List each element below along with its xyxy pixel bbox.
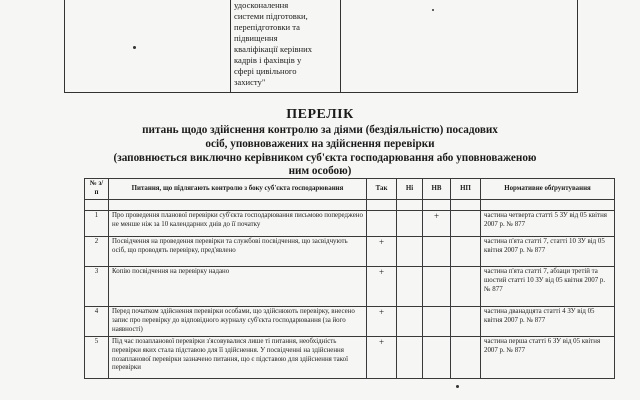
table-border bbox=[577, 0, 578, 92]
table-row bbox=[85, 307, 615, 337]
header-norm: Нормативне обґрунтування bbox=[481, 179, 615, 200]
row-np bbox=[451, 337, 481, 379]
row-num: 1 bbox=[85, 211, 109, 237]
table-border bbox=[64, 92, 578, 93]
fragment-line: удосконалення bbox=[234, 0, 289, 10]
row-nv: + bbox=[423, 211, 451, 237]
fragment-line: сфері цивільного bbox=[234, 66, 297, 76]
row-yes bbox=[367, 211, 397, 237]
heading-line: (заповнюється виключно керівником суб'єкта господарювання або уповноваженою bbox=[113, 152, 537, 164]
row-num: 2 bbox=[85, 237, 109, 267]
row-question: Під час позапланової перевірки з'ясовувалися лише ті питання, необхідність перевірки яких стала підставою для її здійснення. У посвідченні на здійснення позапланової перевірки зазначено питання, що є підставою для здійснення такої перевірки bbox=[109, 337, 367, 379]
row-no bbox=[397, 267, 423, 307]
row-norm: частина четверта статті 5 ЗУ від 05 квітня 2007 р. № 877 bbox=[481, 211, 615, 237]
table-row bbox=[85, 211, 615, 237]
row-no bbox=[397, 211, 423, 237]
row-no bbox=[397, 237, 423, 267]
table-border bbox=[340, 0, 341, 92]
row-norm: частина п'ята статті 7, статті 10 ЗУ від 05 квітня 2007 р. № 877 bbox=[481, 237, 615, 267]
row-num: 5 bbox=[85, 337, 109, 379]
control-questions-table bbox=[84, 178, 615, 379]
fragment-line: перепідготовки та bbox=[234, 22, 300, 32]
row-nv bbox=[423, 267, 451, 307]
row-no bbox=[397, 307, 423, 337]
row-nv bbox=[423, 307, 451, 337]
table-row bbox=[85, 337, 615, 379]
row-question: Копію посвідчення на перевірку надано bbox=[109, 267, 367, 307]
row-yes: + bbox=[367, 337, 397, 379]
row-yes: + bbox=[367, 267, 397, 307]
heading-line: осіб, уповноважених на здійснення перевірки bbox=[205, 138, 435, 150]
row-question: Перед початком здійснення перевірки особами, що здійснюють перевірку, внесено запис про перевірку до відповідного журналу суб'єкта господарювання (за його наявності) bbox=[109, 307, 367, 337]
row-norm: частина дванадцята статті 4 ЗУ від 05 квітня 2007 р. № 877 bbox=[481, 307, 615, 337]
row-norm: частина п'ята статті 7, абзаци третій та шостий статті 10 ЗУ від 05 квітня 2007 р. № 877 bbox=[481, 267, 615, 307]
header-question: Питання, що підлягають контролю з боку суб'єкта господарювання bbox=[109, 179, 367, 200]
row-question: Про проведення планової перевірки суб'єкта господарювання письмово попереджено не менше ніж за 10 календарних днів до її початку bbox=[109, 211, 367, 237]
scan-speck bbox=[133, 46, 136, 49]
row-np bbox=[451, 211, 481, 237]
row-yes: + bbox=[367, 307, 397, 337]
fragment-line: захисту" bbox=[234, 77, 266, 87]
previous-table-fragment bbox=[64, 0, 578, 92]
fragment-line: системи підготовки, bbox=[234, 11, 308, 21]
row-num: 3 bbox=[85, 267, 109, 307]
table-row bbox=[85, 267, 615, 307]
row-question: Посвідчення на проведення перевірки та службові посвідчення, що засвідчують осіб, що проводять перевірку, пред'явлено bbox=[109, 237, 367, 267]
fragment-line: кваліфікації керівних bbox=[234, 44, 313, 54]
scan-speck bbox=[456, 385, 459, 388]
row-nv bbox=[423, 237, 451, 267]
row-norm: частина перша статті 6 ЗУ від 05 квітня 2007 р. № 877 bbox=[481, 337, 615, 379]
row-np bbox=[451, 307, 481, 337]
row-np bbox=[451, 267, 481, 307]
header-np: НП bbox=[451, 179, 481, 200]
row-nv bbox=[423, 337, 451, 379]
row-yes: + bbox=[367, 237, 397, 267]
table-border bbox=[64, 0, 65, 92]
heading-line: ним особою) bbox=[288, 165, 352, 177]
header-yes: Так bbox=[367, 179, 397, 200]
fragment-line: кадрів і фахівців у bbox=[234, 55, 302, 65]
header-num: № з/п bbox=[85, 179, 109, 200]
table-border bbox=[230, 0, 231, 92]
table-row bbox=[85, 237, 615, 267]
heading-line: питань щодо здійснення контролю за діями (бездіяльністю) посадових bbox=[142, 124, 498, 136]
blank-row bbox=[85, 200, 615, 211]
row-num: 4 bbox=[85, 307, 109, 337]
header-nv: НВ bbox=[423, 179, 451, 200]
scan-speck bbox=[432, 9, 434, 11]
table-header-row bbox=[85, 179, 615, 200]
row-np bbox=[451, 237, 481, 267]
fragment-text bbox=[234, 0, 336, 88]
row-no bbox=[397, 337, 423, 379]
header-no: Ні bbox=[397, 179, 423, 200]
fragment-line: підвищення bbox=[234, 33, 278, 43]
document-title: ПЕРЕЛІК bbox=[286, 107, 354, 122]
